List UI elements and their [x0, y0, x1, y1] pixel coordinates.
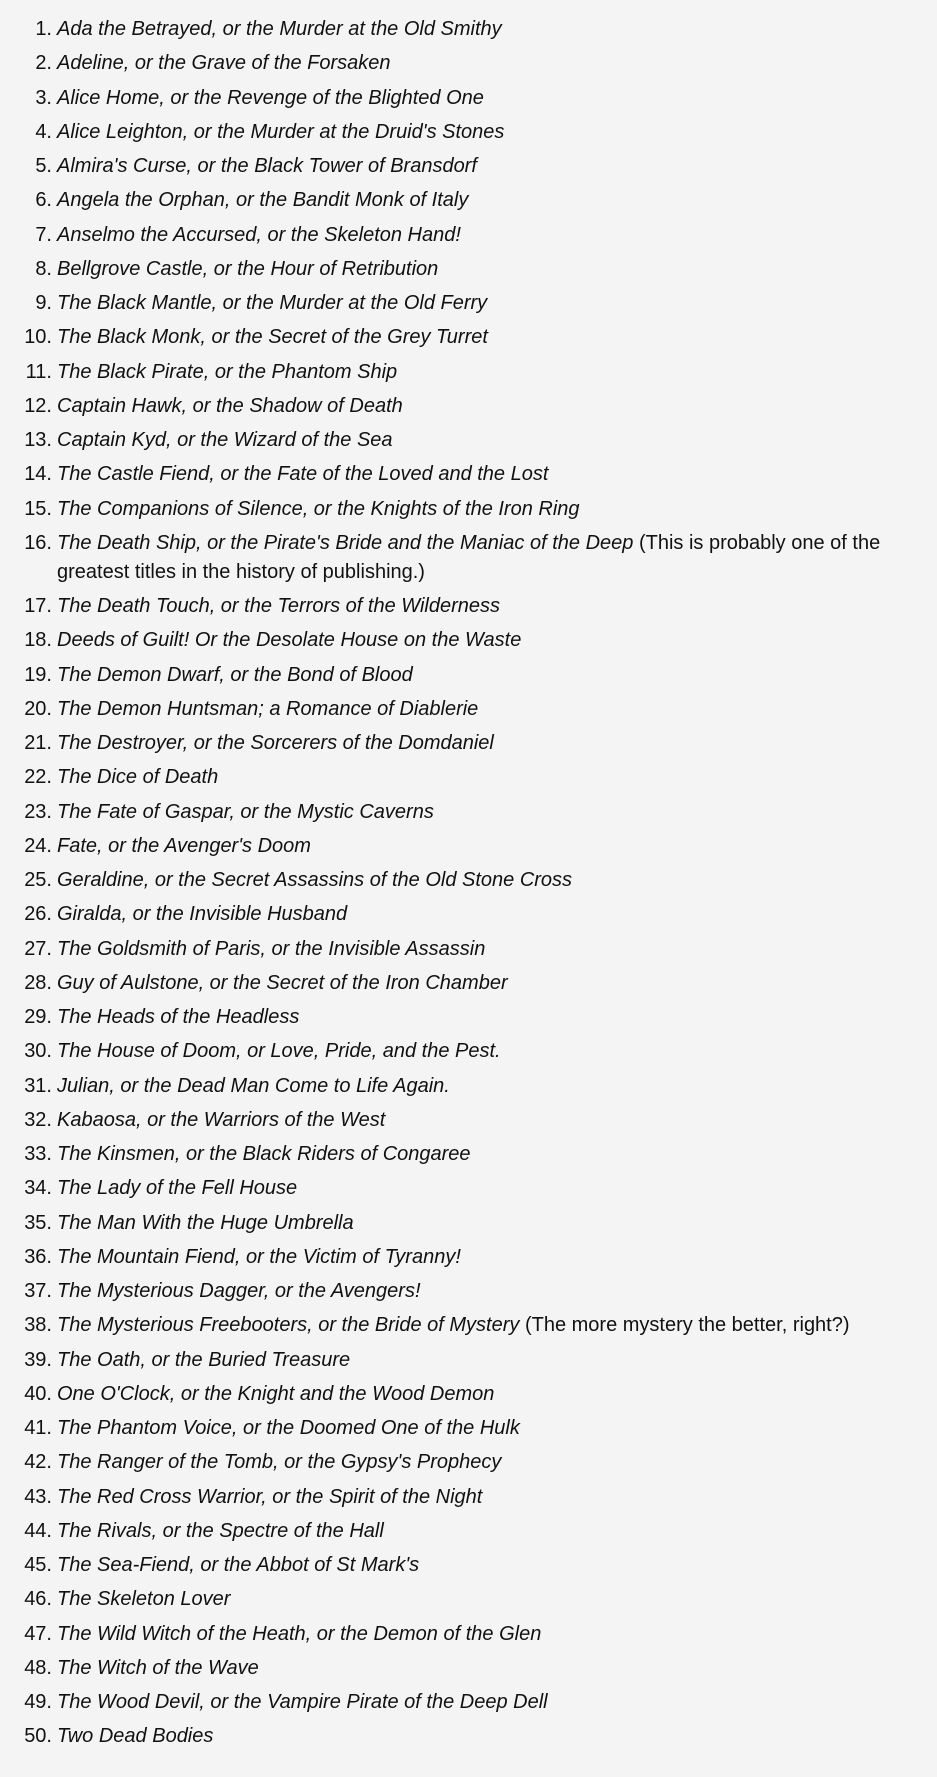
- list-item-title: The Ranger of the Tomb, or the Gypsy's Prophecy: [57, 1451, 502, 1474]
- list-item-title: The Phantom Voice, or the Doomed One of the Hulk: [57, 1417, 520, 1439]
- list-item: [0, 1414, 900, 1443]
- list-item-number: 13.: [24, 429, 52, 451]
- list-item-number: 49.: [24, 1691, 52, 1713]
- list-item: [0, 1380, 900, 1409]
- list-item-number: 4.: [35, 120, 52, 143]
- list-item-title: Two Dead Bodies: [57, 1725, 214, 1748]
- list-item-title: Fate, or the Avenger's Doom: [57, 834, 311, 857]
- list-item-title: The Demon Huntsman; a Romance of Diablerie: [57, 697, 479, 720]
- list-item-title: Captain Kyd, or the Wizard of the Sea: [57, 429, 393, 451]
- list-item: [0, 1037, 900, 1066]
- title-list: [0, 15, 900, 1757]
- list-item-number: 2.: [35, 52, 52, 75]
- list-item: [0, 798, 900, 827]
- list-item-number: 17.: [24, 595, 52, 617]
- list-item-title: Kabaosa, or the Warriors of the West: [57, 1108, 386, 1131]
- list-item-number: 43.: [24, 1485, 52, 1508]
- list-item: [0, 392, 900, 421]
- list-item-title: Julian, or the Dead Man Come to Life Again.: [57, 1074, 450, 1097]
- list-item-number: 28.: [24, 971, 52, 994]
- list-item-title: Guy of Aulstone, or the Secret of the Iron Chamber: [57, 971, 508, 994]
- list-item: [0, 1311, 900, 1340]
- list-item: [0, 426, 900, 455]
- list-item: [0, 695, 900, 724]
- list-item-number: 19.: [24, 663, 52, 686]
- list-item: [0, 866, 900, 895]
- list-item-note: (This is probably one of the greatest titles in the history of publishing.): [57, 531, 881, 583]
- list-item-number: 32.: [24, 1108, 52, 1131]
- list-item: [0, 626, 900, 655]
- list-item-number: 23.: [24, 800, 52, 823]
- list-item: [0, 729, 900, 758]
- list-item-number: 26.: [24, 903, 52, 926]
- list-item-title: The Mysterious Freebooters, or the Bride of Mystery: [57, 1314, 520, 1337]
- list-item: [0, 969, 900, 998]
- list-item-number: 31.: [24, 1074, 52, 1097]
- list-item: [0, 1483, 900, 1512]
- list-item-number: 8.: [35, 257, 52, 280]
- list-item-title: Bellgrove Castle, or the Hour of Retribution: [57, 257, 439, 280]
- list-item-title: The Skeleton Lover: [57, 1588, 231, 1611]
- list-item: [0, 15, 900, 44]
- list-item-number: 16.: [24, 531, 52, 554]
- list-item-title: The Rivals, or the Spectre of the Hall: [57, 1519, 384, 1542]
- list-item: [0, 49, 900, 78]
- list-item: [0, 118, 900, 147]
- list-item: [0, 763, 900, 792]
- list-item-number: 27.: [24, 937, 52, 960]
- list-item-title: Adeline, or the Grave of the Forsaken: [57, 52, 391, 75]
- list-item: [0, 460, 900, 489]
- list-item: [0, 495, 900, 524]
- list-item-title: Captain Hawk, or the Shadow of Death: [57, 394, 403, 417]
- list-item-number: 46.: [24, 1588, 52, 1611]
- list-item: [0, 1517, 900, 1546]
- list-item-title: Alice Home, or the Revenge of the Blighted One: [57, 86, 484, 109]
- list-item: [0, 1106, 900, 1135]
- list-item-title: The Mountain Fiend, or the Victim of Tyranny!: [57, 1245, 461, 1268]
- list-item: [0, 1243, 900, 1272]
- list-item-title: The Kinsmen, or the Black Riders of Congaree: [57, 1143, 471, 1165]
- list-item-note: (The more mystery the better, right?): [519, 1314, 850, 1337]
- list-item-number: 35.: [24, 1211, 52, 1234]
- list-item-number: 34.: [24, 1177, 52, 1200]
- list-item-number: 39.: [24, 1348, 52, 1371]
- list-item-title: The Black Monk, or the Secret of the Grey Turret: [57, 326, 488, 349]
- list-item-title: The Mysterious Dagger, or the Avengers!: [57, 1280, 421, 1302]
- list-item-number: 18.: [24, 629, 52, 652]
- list-item: [0, 1209, 900, 1238]
- list-item: [0, 1072, 900, 1101]
- list-item-title: The Lady of the Fell House: [57, 1177, 298, 1200]
- list-item: [0, 1585, 900, 1614]
- list-item-title: The House of Doom, or Love, Pride, and the Pest.: [57, 1040, 501, 1063]
- list-item: [0, 255, 900, 284]
- list-item-title: The Death Ship, or the Pirate's Bride and the Maniac of the Deep: [57, 531, 634, 554]
- list-item-title: The Death Touch, or the Terrors of the Wilderness: [57, 595, 501, 617]
- list-item-number: 22.: [24, 766, 52, 789]
- list-item-number: 38.: [24, 1314, 52, 1337]
- list-item-title: The Fate of Gaspar, or the Mystic Caverns: [57, 800, 434, 823]
- list-item: [0, 323, 900, 352]
- list-item-number: 5.: [35, 155, 52, 177]
- list-item: [0, 1003, 900, 1032]
- list-item: [0, 1277, 900, 1306]
- list-item-number: 14.: [24, 463, 52, 486]
- list-item-title: The Goldsmith of Paris, or the Invisible Assassin: [57, 937, 486, 960]
- list-item-number: 41.: [24, 1417, 52, 1439]
- list-item: [0, 592, 900, 621]
- list-item-number: 1.: [35, 18, 52, 40]
- list-item: [0, 1654, 900, 1683]
- list-item-title: Geraldine, or the Secret Assassins of the Old Stone Cross: [57, 869, 573, 891]
- list-item-number: 48.: [24, 1656, 52, 1679]
- list-item: [0, 1620, 900, 1649]
- list-item: [0, 1688, 900, 1717]
- list-item-number: 12.: [24, 394, 52, 417]
- list-item-title: The Red Cross Warrior, or the Spirit of the Night: [57, 1485, 483, 1508]
- list-item: [0, 529, 900, 587]
- list-item-number: 33.: [24, 1143, 52, 1165]
- list-item-title: The Castle Fiend, or the Fate of the Loved and the Lost: [57, 463, 549, 486]
- list-item-number: 42.: [24, 1451, 52, 1474]
- list-item-title: Anselmo the Accursed, or the Skeleton Hand!: [57, 223, 461, 246]
- list-item-title: The Black Mantle, or the Murder at the Old Ferry: [57, 292, 488, 314]
- list-item-title: Angela the Orphan, or the Bandit Monk of Italy: [57, 189, 469, 212]
- list-item-title: The Wood Devil, or the Vampire Pirate of the Deep Dell: [57, 1691, 548, 1713]
- list-item-number: 36.: [24, 1245, 52, 1268]
- list-item-number: 7.: [35, 223, 52, 246]
- list-item-number: 45.: [24, 1554, 52, 1576]
- list-item-title: Deeds of Guilt! Or the Desolate House on the Waste: [57, 629, 522, 652]
- list-item-title: The Man With the Huge Umbrella: [57, 1211, 354, 1234]
- list-item-title: The Oath, or the Buried Treasure: [57, 1348, 351, 1371]
- list-item-number: 9.: [35, 292, 52, 314]
- list-item-number: 30.: [24, 1040, 52, 1063]
- list-item-title: The Heads of the Headless: [57, 1006, 300, 1028]
- list-item-title: Ada the Betrayed, or the Murder at the Old Smithy: [57, 18, 502, 40]
- list-item: [0, 186, 900, 215]
- list-item-title: The Wild Witch of the Heath, or the Demon of the Glen: [57, 1622, 542, 1645]
- list-item-title: Almira's Curse, or the Black Tower of Bransdorf: [57, 155, 477, 177]
- list-item: [0, 152, 900, 181]
- list-item: [0, 1551, 900, 1580]
- list-item: [0, 1140, 900, 1169]
- list-item-number: 3.: [35, 86, 52, 109]
- list-item-title: The Dice of Death: [57, 766, 219, 789]
- list-item-title: One O'Clock, or the Knight and the Wood Demon: [57, 1382, 495, 1405]
- list-item-title: The Black Pirate, or the Phantom Ship: [57, 360, 398, 383]
- list-item-title: Alice Leighton, or the Murder at the Druid's Stones: [57, 120, 505, 143]
- list-item-number: 20.: [24, 697, 52, 720]
- list-item: [0, 661, 900, 690]
- list-item: [0, 221, 900, 250]
- list-item-title: The Destroyer, or the Sorcerers of the Domdaniel: [57, 732, 494, 754]
- list-item-title: Giralda, or the Invisible Husband: [57, 903, 348, 926]
- list-item: [0, 358, 900, 387]
- list-item-number: 37.: [24, 1280, 52, 1302]
- list-item-number: 29.: [24, 1006, 52, 1028]
- list-item-number: 44.: [24, 1519, 52, 1542]
- list-item: [0, 289, 900, 318]
- list-item-number: 24.: [24, 834, 52, 857]
- list-item-number: 40.: [24, 1382, 52, 1405]
- list-item-number: 25.: [24, 869, 52, 891]
- list-item: [0, 1448, 900, 1477]
- list-item: [0, 900, 900, 929]
- list-item-number: 11.: [25, 360, 52, 383]
- list-item-number: 47.: [24, 1622, 52, 1645]
- list-item-number: 10.: [24, 326, 52, 349]
- list-item-number: 6.: [35, 189, 52, 212]
- list-item-title: The Demon Dwarf, or the Bond of Blood: [57, 663, 413, 686]
- list-item-number: 21.: [24, 732, 52, 754]
- list-item: [0, 832, 900, 861]
- list-item: [0, 935, 900, 964]
- list-item: [0, 1174, 900, 1203]
- list-item: [0, 1346, 900, 1375]
- list-item: [0, 1722, 900, 1751]
- list-item-title: The Companions of Silence, or the Knights of the Iron Ring: [57, 497, 580, 520]
- list-item: [0, 84, 900, 113]
- list-item-title: The Witch of the Wave: [57, 1656, 259, 1679]
- list-item-number: 15.: [24, 497, 52, 520]
- list-item-title: The Sea-Fiend, or the Abbot of St Mark's: [57, 1554, 420, 1576]
- list-item-number: 50.: [24, 1725, 52, 1748]
